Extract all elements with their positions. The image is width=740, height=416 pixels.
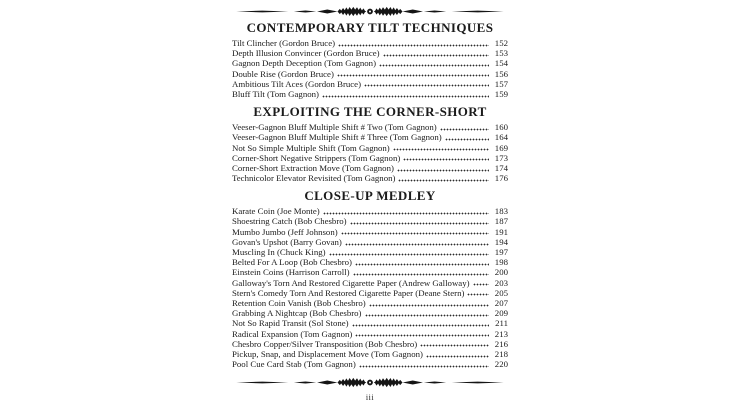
dot-leader [445, 132, 489, 142]
section-entries [232, 122, 508, 183]
toc-entry [232, 329, 508, 339]
dot-leader [369, 298, 489, 308]
toc-entry [232, 143, 508, 153]
entry-page-number: 203 [494, 277, 508, 288]
dot-leader [379, 58, 489, 68]
entry-title: Veeser-Gagnon Bluff Multiple Shift # Two (Tom Gagnon) [232, 122, 437, 133]
dot-leader [322, 89, 489, 99]
entry-title: Not So Rapid Transit (Sol Stone) [232, 318, 349, 329]
toc-entry [232, 173, 508, 183]
dot-leader [353, 267, 489, 277]
toc-entry [232, 227, 508, 237]
dot-leader [338, 38, 489, 48]
entry-page-number: 200 [494, 267, 508, 278]
dot-leader [473, 278, 489, 288]
toc-entry [232, 216, 508, 226]
entry-title: Depth Illusion Convincer (Gordon Bruce) [232, 48, 380, 59]
toc-entry [232, 153, 508, 163]
dot-leader [397, 163, 489, 173]
toc-entry [232, 122, 508, 132]
dot-leader [403, 153, 489, 163]
entry-page-number: 176 [494, 173, 508, 184]
dot-leader [398, 173, 489, 183]
toc-entry [232, 278, 508, 288]
toc-entry [232, 339, 508, 349]
entry-page-number: 164 [494, 132, 508, 143]
entry-title: Shoestring Catch (Bob Chesbro) [232, 216, 347, 227]
entry-title: Tilt Clincher (Gordon Bruce) [232, 38, 336, 48]
toc-entry [232, 79, 508, 89]
entry-page-number: 191 [494, 226, 508, 237]
entry-page-number: 159 [494, 88, 508, 99]
dot-leader [393, 143, 489, 153]
entry-page-number: 187 [494, 216, 508, 227]
entry-title: Corner-Short Negative Strippers (Tom Gagnon) [232, 152, 401, 163]
dot-leader [337, 69, 489, 79]
entry-title: Double Rise (Gordon Bruce) [232, 68, 334, 79]
toc-entry [232, 237, 508, 247]
entry-title: Stern's Comedy Torn And Restored Cigarette Paper (Deane Stern) [232, 287, 465, 298]
toc-entry [232, 247, 508, 257]
dot-leader [323, 206, 489, 216]
dot-leader [355, 257, 489, 267]
toc-entry [232, 58, 508, 68]
entry-title: Bluff Tilt (Tom Gagnon) [232, 88, 319, 99]
ornament-divider-bottom [224, 376, 516, 389]
entry-title: Veeser-Gagnon Bluff Multiple Shift # Three (Tom Gagnon) [232, 132, 442, 143]
entry-page-number: 174 [494, 162, 508, 173]
dot-leader [341, 227, 489, 237]
entry-page-number: 154 [494, 58, 508, 69]
entry-page-number: 207 [494, 297, 508, 308]
dot-leader [383, 48, 489, 58]
dot-leader [365, 308, 490, 318]
entry-title: Pool Cue Card Stab (Tom Gagnon) [232, 359, 356, 370]
dot-leader [364, 79, 489, 89]
entry-page-number: 209 [494, 308, 508, 319]
toc-entry [232, 308, 508, 318]
toc-entry [232, 298, 508, 308]
dot-leader [467, 288, 489, 298]
dot-leader [352, 318, 489, 328]
entry-page-number: 194 [494, 236, 508, 247]
entry-title: Muscling In (Chuck King) [232, 247, 326, 257]
toc-entry [232, 38, 508, 48]
toc-entry [232, 349, 508, 359]
entry-page-number: 220 [494, 359, 508, 370]
toc-entry [232, 359, 508, 369]
dot-leader [420, 339, 489, 349]
entry-page-number: 197 [494, 247, 508, 257]
toc-section [232, 104, 508, 183]
section-heading: CONTEMPORARY TILT TECHNIQUES [246, 20, 494, 35]
dot-leader [440, 122, 489, 132]
entry-title: Belted For A Loop (Bob Chesbro) [232, 257, 352, 268]
entry-page-number: 152 [494, 38, 508, 48]
entry-title: Technicolor Elevator Revisited (Tom Gagnon) [232, 173, 396, 184]
entry-page-number: 218 [494, 348, 508, 359]
toc-entry [232, 132, 508, 142]
section-entries [232, 38, 508, 99]
entry-page-number: 169 [494, 142, 508, 153]
entry-page-number: 211 [495, 318, 508, 329]
entry-page-number: 173 [494, 152, 508, 163]
entry-title: Grabbing A Nightcap (Bob Chesbro) [232, 308, 362, 319]
fleuron-rule-icon [224, 376, 516, 389]
entry-title: Govan's Upshot (Barry Govan) [232, 236, 342, 247]
dot-leader [329, 247, 489, 257]
page-number: iii [365, 393, 375, 403]
section-heading: EXPLOITING THE CORNER-SHORT [253, 104, 487, 120]
toc-entry [232, 48, 508, 58]
dot-leader [355, 329, 489, 339]
toc-entry [232, 206, 508, 216]
section-entries [232, 206, 508, 369]
entry-title: Mumbo Jumbo (Jeff Johnson) [232, 226, 338, 237]
toc-section [232, 20, 508, 99]
dot-leader [359, 359, 489, 369]
dot-leader [426, 349, 489, 359]
entry-page-number: 183 [494, 206, 508, 217]
entry-page-number: 198 [494, 257, 508, 268]
toc-entry [232, 257, 508, 267]
entry-page-number: 205 [494, 287, 508, 298]
entry-title: Einstein Coins (Harrison Carroll) [232, 267, 350, 278]
toc-section [232, 188, 508, 369]
table-of-contents [232, 20, 508, 369]
entry-title: Corner-Short Extraction Move (Tom Gagnon) [232, 162, 394, 173]
entry-page-number: 216 [494, 338, 508, 349]
toc-entry [232, 318, 508, 328]
entry-page-number: 156 [494, 68, 508, 79]
entry-page-number: 213 [494, 328, 508, 339]
fleuron-rule-icon [224, 5, 516, 18]
ornament-divider-top [224, 5, 516, 18]
entry-title: Radical Expansion (Tom Gagnon) [232, 328, 353, 339]
entry-title: Not So Simple Multiple Shift (Tom Gagnon) [232, 142, 390, 153]
entry-title: Gagnon Depth Deception (Tom Gagnon) [232, 58, 377, 69]
dot-leader [350, 216, 489, 226]
toc-entry [232, 267, 508, 277]
dot-leader [345, 237, 489, 247]
toc-entry [232, 288, 508, 298]
entry-page-number: 153 [494, 48, 508, 59]
entry-title: Chesbro Copper/Silver Transposition (Bob Chesbro) [232, 338, 418, 349]
toc-entry [232, 163, 508, 173]
entry-page-number: 160 [494, 122, 508, 133]
entry-title: Karate Coin (Joe Monte) [232, 206, 320, 217]
entry-title: Galloway's Torn And Restored Cigarette Paper (Andrew Galloway) [232, 277, 470, 288]
toc-entry [232, 89, 508, 99]
entry-title: Ambitious Tilt Aces (Gordon Bruce) [232, 78, 362, 89]
entry-title: Retention Coin Vanish (Bob Chesbro) [232, 297, 366, 308]
entry-page-number: 157 [494, 78, 508, 89]
section-heading: CLOSE-UP MEDLEY [304, 188, 436, 204]
entry-title: Pickup, Snap, and Displacement Move (Tom Gagnon) [232, 348, 423, 359]
toc-entry [232, 69, 508, 79]
